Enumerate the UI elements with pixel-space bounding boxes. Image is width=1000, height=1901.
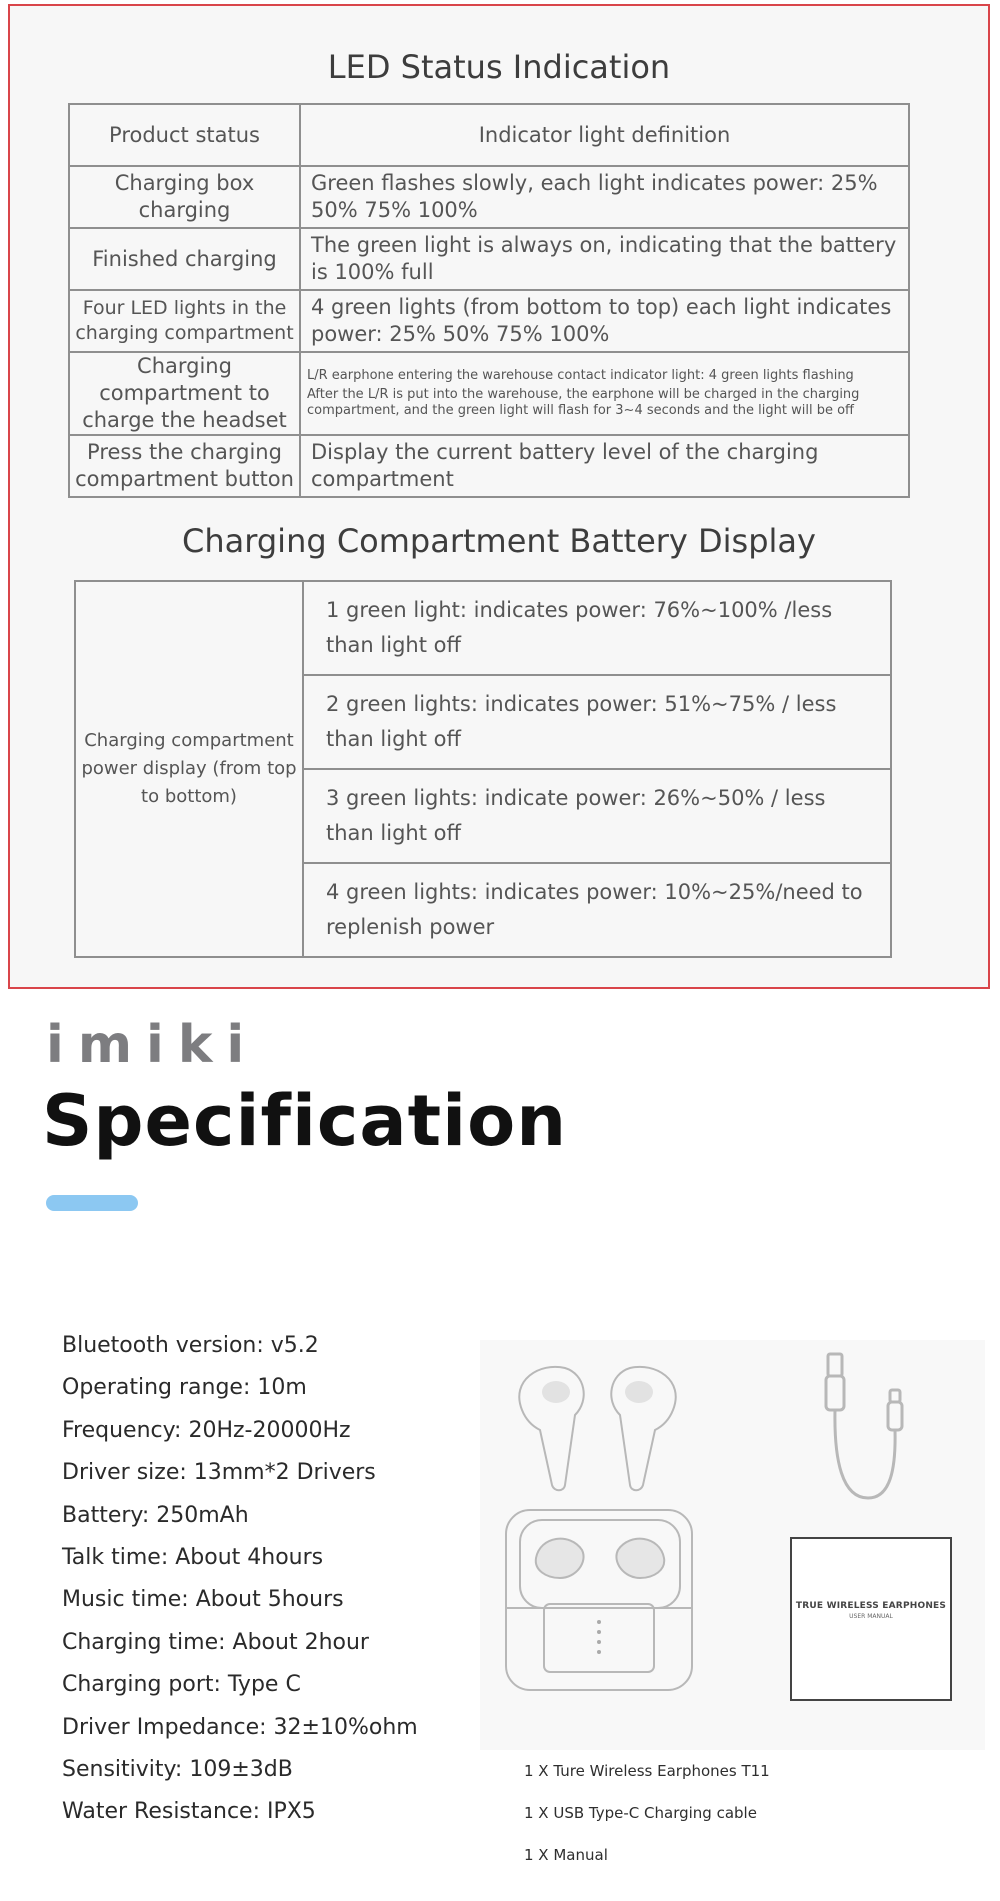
list-item: Operating range: 10m: [62, 1375, 307, 1401]
spec-list: [62, 1325, 418, 1834]
definition-cell: Green flashes slowly, each light indicates power: 25% 50% 75% 100%: [300, 166, 909, 228]
table-header-row: [69, 104, 909, 166]
list-item: Battery: 250mAh: [62, 1502, 249, 1528]
list-item: 1 X Manual: [524, 1846, 608, 1864]
battery-level-cell: 1 green light: indicates power: 76%~100% /less than light off: [303, 581, 891, 675]
led-info-panel: [8, 4, 990, 989]
definition-cell: The green light is always on, indicating that the battery is 100% full: [300, 228, 909, 290]
led-status-table: [68, 103, 910, 498]
definition-cell: 4 green lights (from bottom to top) each light indicates power: 25% 50% 75% 100%: [300, 290, 909, 352]
list-item: Water Resistance: IPX5: [62, 1799, 316, 1825]
accent-divider: [46, 1195, 138, 1211]
status-cell: Finished charging: [69, 228, 300, 290]
list-item: 1 X USB Type-C Charging cable: [524, 1804, 757, 1822]
status-cell: Charging compartment to charge the headset: [69, 352, 300, 435]
table-row: [69, 352, 909, 435]
manual-title: TRUE WIRELESS EARPHONES: [795, 1601, 947, 1611]
table-row: [69, 290, 909, 352]
list-item: Charging port: Type C: [62, 1672, 301, 1698]
list-item: Bluetooth version: v5.2: [62, 1333, 319, 1358]
header-product-status: Product status: [69, 104, 300, 166]
list-item: Frequency: 20Hz-20000Hz: [62, 1417, 351, 1443]
list-item: 1 X Ture Wireless Earphones T11: [524, 1762, 770, 1780]
definition-line: L/R earphone entering the warehouse contact indicator light: 4 green lights flashing: [307, 368, 854, 383]
user-manual-illustration: [790, 1537, 952, 1701]
definition-line: After the L/R is put into the warehouse, the earphone will be charged in the charging compartment, and the green light will flash for 3~4 seconds and the light will be off: [307, 387, 860, 418]
battery-display-label: Charging compartment power display (from top to bottom): [75, 581, 303, 957]
battery-display-title: Charging Compartment Battery Display: [182, 522, 816, 560]
list-item: Talk time: About 4hours: [62, 1545, 324, 1571]
usb-cable-icon: [786, 1350, 946, 1510]
status-cell: Charging box charging: [69, 166, 300, 228]
status-cell: Four LED lights in the charging compartment: [69, 290, 300, 352]
table-row: [69, 228, 909, 290]
header-indicator-definition: Indicator light definition: [300, 104, 909, 166]
brand-logo: imiki: [46, 1015, 259, 1075]
table-row: [69, 166, 909, 228]
battery-display-table: [74, 580, 892, 958]
usb-cable-illustration: [786, 1350, 946, 1510]
list-item: Driver size: 13mm*2 Drivers: [62, 1460, 376, 1486]
definition-cell: Display the current battery level of the charging compartment: [300, 435, 909, 497]
battery-level-cell: 3 green lights: indicate power: 26%~50% / less than light off: [303, 769, 891, 863]
battery-level-cell: 4 green lights: indicates power: 10%~25%/need to replenish power: [303, 863, 891, 957]
list-item: Music time: About 5hours: [62, 1587, 344, 1613]
table-row: [75, 581, 891, 675]
list-item: Driver Impedance: 32±10%ohm: [62, 1714, 418, 1740]
list-item: Charging time: About 2hour: [62, 1629, 369, 1655]
table-row: [69, 435, 909, 497]
definition-cell: [300, 352, 909, 435]
manual-subtitle: USER MANUAL: [849, 1613, 893, 1620]
package-contents-list: [524, 1750, 770, 1876]
status-cell: Press the charging compartment button: [69, 435, 300, 497]
battery-level-cell: 2 green lights: indicates power: 51%~75% / less than light off: [303, 675, 891, 769]
led-status-title: LED Status Indication: [327, 48, 671, 86]
page-title: Specification: [42, 1080, 568, 1162]
list-item: Sensitivity: 109±3dB: [62, 1757, 293, 1783]
